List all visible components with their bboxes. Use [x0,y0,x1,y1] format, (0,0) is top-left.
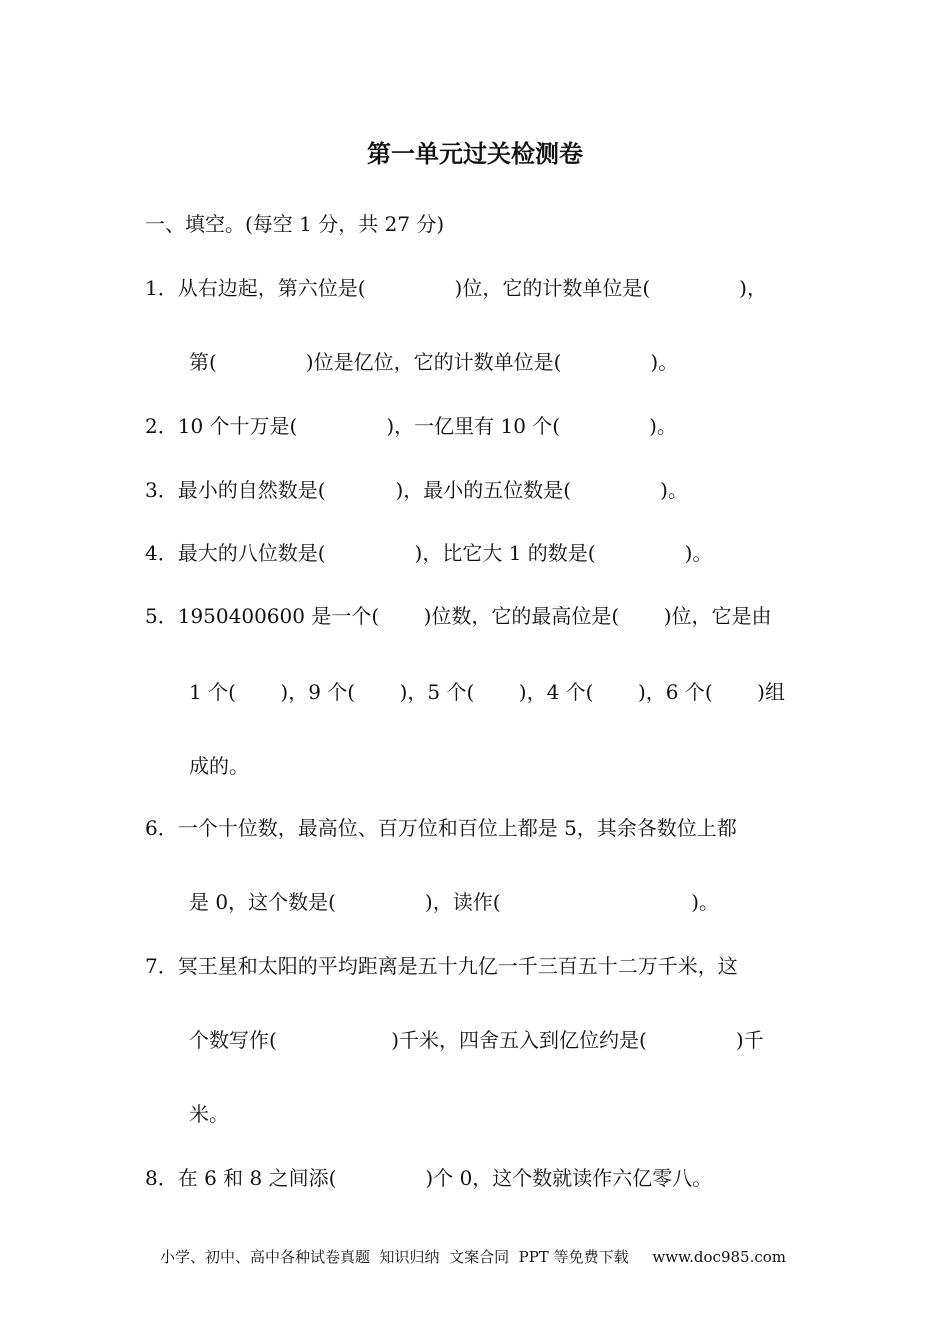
section-heading: 一、填空。(每空 1 分，共 27 分) [145,212,445,236]
question-6-line-1: 6．一个十位数，最高位、百万位和百位上都是 5，其余各数位上都 [145,816,737,840]
footer-text: 小学、初中、高中各种试卷真题 知识归纳 文案合同 PPT 等免费下载 www.doc985.com [160,1248,787,1266]
question-7-line-2: 个数写作( )千米，四舍五入到亿位约是( )千 [189,1028,764,1052]
question-5-line-3: 成的。 [189,754,249,778]
question-8: 8．在 6 和 8 之间添( )个 0，这个数就读作六亿零八。 [145,1166,713,1190]
question-4: 4．最大的八位数是( )，比它大 1 的数是( )。 [145,541,713,565]
question-5-line-1: 5．1950400600 是一个( )位数，它的最高位是( )位，它是由 [145,604,772,628]
question-5-line-2: 1 个( )，9 个( )，5 个( )，4 个( )，6 个( )组 [189,680,785,704]
question-1-line-1: 1．从右边起，第六位是( )位，它的计数单位是( )， [145,276,767,300]
question-6-line-2: 是 0，这个数是( )，读作( )。 [189,890,720,914]
question-7-line-3: 米。 [189,1102,229,1126]
question-2: 2．10 个十万是( )，一亿里有 10 个( )。 [145,414,677,438]
question-3: 3．最小的自然数是( )，最小的五位数是( )。 [145,478,688,502]
question-1-line-2: 第( )位是亿位，它的计数单位是( )。 [189,350,679,374]
question-7-line-1: 7．冥王星和太阳的平均距离是五十九亿一千三百五十二万千米，这 [145,954,738,978]
page-title: 第一单元过关检测卷 [367,140,583,168]
